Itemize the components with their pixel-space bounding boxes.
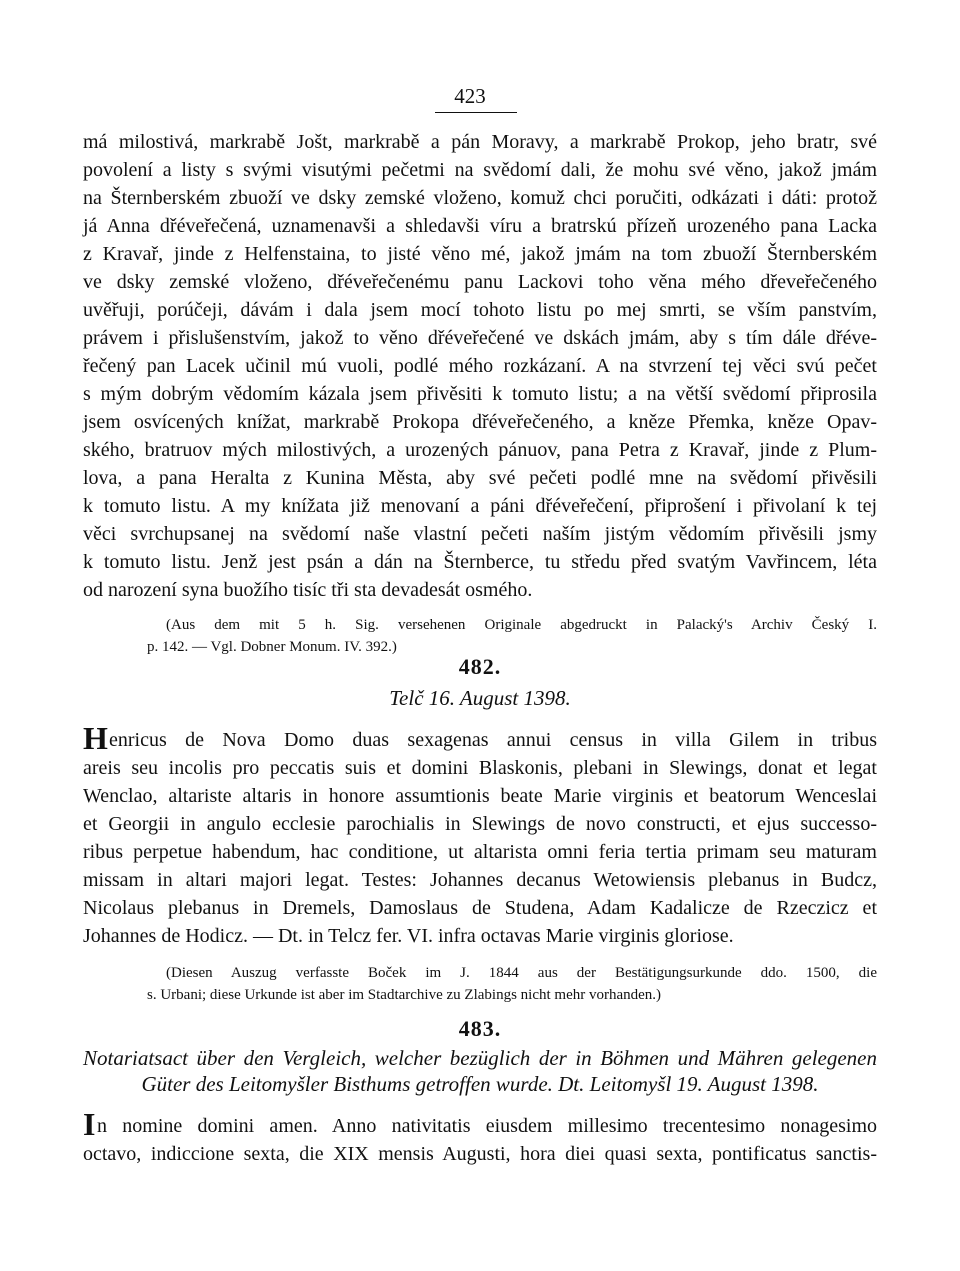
text-line: enricus de Nova Domo duas sexagenas annui census in villa Gilem in tribus	[109, 729, 877, 751]
text-line: povolení a listy s svými visutými pečetmi na svědomí dali, že mohu své věno, jakož jmám	[83, 159, 877, 181]
text-line: ribus perpetue habendum, hac conditione, ut altarista omni feria tertia primam seu maturam	[83, 841, 877, 863]
text-line-last: Johannes de Hodicz. — Dt. in Telcz fer. VI. infra octavas Marie virginis gloriose.	[83, 925, 734, 947]
text-line: octavo, indiccione sexta, die XIX mensis Augusti, hora diei quasi sexta, pontificatus sanctis-	[83, 1143, 877, 1165]
document-title: Telč 16. August 1398.	[389, 686, 571, 710]
text-line: s mým dobrým vědomím kázala jsem přivěsiti k tomuto listu; a na větší svědomí připrosila	[83, 383, 877, 405]
text-line: má milostivá, markrabě Jošt, markrabě a pán Moravy, a markrabě Prokop, jeho bratr, své	[83, 131, 877, 153]
source-note-line: (Aus dem mit 5 h. Sig. versehenen Originale abgedruckt in Palacký's Archiv Český I.	[166, 617, 877, 633]
text-line: právem i přislušenstvím, jakož to věno dřéveřečené ve dskách jmám, aby s tím dále dřéve-	[83, 327, 877, 349]
document-number: 483.	[458, 1016, 502, 1041]
text-line: z Kravař, jinde z Helfenstaina, to jisté věno mé, jakož jmám na tom zbuoží Šternberském	[83, 243, 877, 265]
page-number: 423	[454, 84, 486, 108]
text-line: k tomuto listu. Jenž jest psán a dán na Šternberce, tu středu před svatým Vavřincem, léta	[83, 551, 877, 573]
text-line: řečený pan Lacek učinil mú vuoli, podlé mého rozkázaní. A na stvrzení tej věci svú pečet	[83, 355, 877, 377]
text-line: Wenclao, altariste altaris in honore assumtionis beate Marie virginis et beatorum Wenceslai	[83, 785, 877, 807]
text-line: k tomuto listu. A my knížata již menovaní a páni dřéveřečení, připrošení i přivolaní k tej	[83, 495, 877, 517]
text-line: věci svrchupsanej na svědomí naše vlastní pečeti naším jistým vědomím přivěsili jsmy	[83, 523, 877, 545]
text-line: ve dsky zemské vloženo, dřéveřečenému panu Lackovi toho věna mého dřeveřečeného	[83, 271, 877, 293]
text-line: na Šternberském zbuoží ve dsky zemské vloženo, komuž chci poručiti, odkázati i dáti: protož	[83, 187, 877, 209]
text-line: Nicolaus plebanus in Dremels, Damoslaus de Studena, Adam Kadalicze de Rzeczicz et	[83, 897, 877, 919]
source-note-line: (Diesen Auszug verfasste Boček im J. 1844 aus der Bestätigungsurkunde ddo. 1500, die	[166, 965, 877, 981]
text-line: jsem osvícených knížat, markrabě Prokopa dřéveřečeného, a kněze Přemka, kněze Opav-	[83, 411, 877, 433]
document-title-line: Güter des Leitomyšler Bisthums getroffen wurde. Dt. Leitomyšl 19. August 1398.	[141, 1072, 819, 1096]
text-line: missam in altari majori legat. Testes: Johannes decanus Wetowiensis plebanus in Budcz,	[83, 869, 877, 891]
text-line: lova, a pana Heralta z Kunina Města, aby své pečeti podlé mne na svědomí přivěsili	[83, 467, 877, 489]
text-line: areis seu incolis pro peccatis suis et domini Blaskonis, plebani in Slewings, donat et legat	[83, 757, 877, 779]
text-line-last: od narození syna buožího tisíc tři sta devadesát osmého.	[83, 579, 533, 601]
dropcap-letter: H	[83, 720, 108, 756]
text-line: ského, bratruov mých milostivých, a urozených pánuov, pana Petra z Kravař, jinde z Plum-	[83, 439, 877, 461]
source-note-line: p. 142. — Vgl. Dobner Monum. IV. 392.)	[147, 639, 397, 655]
text-line: já Anna dřéveřečená, uznamenavši a shledavši víru a bratrskú přízeň urozeného pana Lacka	[83, 215, 877, 237]
document-number: 482.	[458, 654, 502, 679]
text-line: uvěřuji, porúčeji, dávám i dala jsem mocí tohoto listu po mej smrti, se vším panstvím,	[83, 299, 877, 321]
dropcap	[83, 1106, 96, 1143]
dropcap-letter: I	[83, 1106, 96, 1142]
text-line: et Georgii in angulo ecclesie parochialis in Slewings de novo constructi, et ejus successo-	[83, 813, 877, 835]
source-note-line: s. Urbani; diese Urkunde ist aber im Stadtarchive zu Zlabings nicht mehr vorhanden.)	[147, 987, 662, 1003]
page-number-rule	[435, 112, 517, 113]
text-line: n nomine domini amen. Anno nativitatis eiusdem millesimo trecentesimo nonagesimo	[97, 1115, 877, 1137]
document-title-line: Notariatsact über den Vergleich, welcher bezüglich der in Böhmen und Mähren gelegenen	[83, 1046, 877, 1070]
dropcap	[83, 720, 108, 757]
